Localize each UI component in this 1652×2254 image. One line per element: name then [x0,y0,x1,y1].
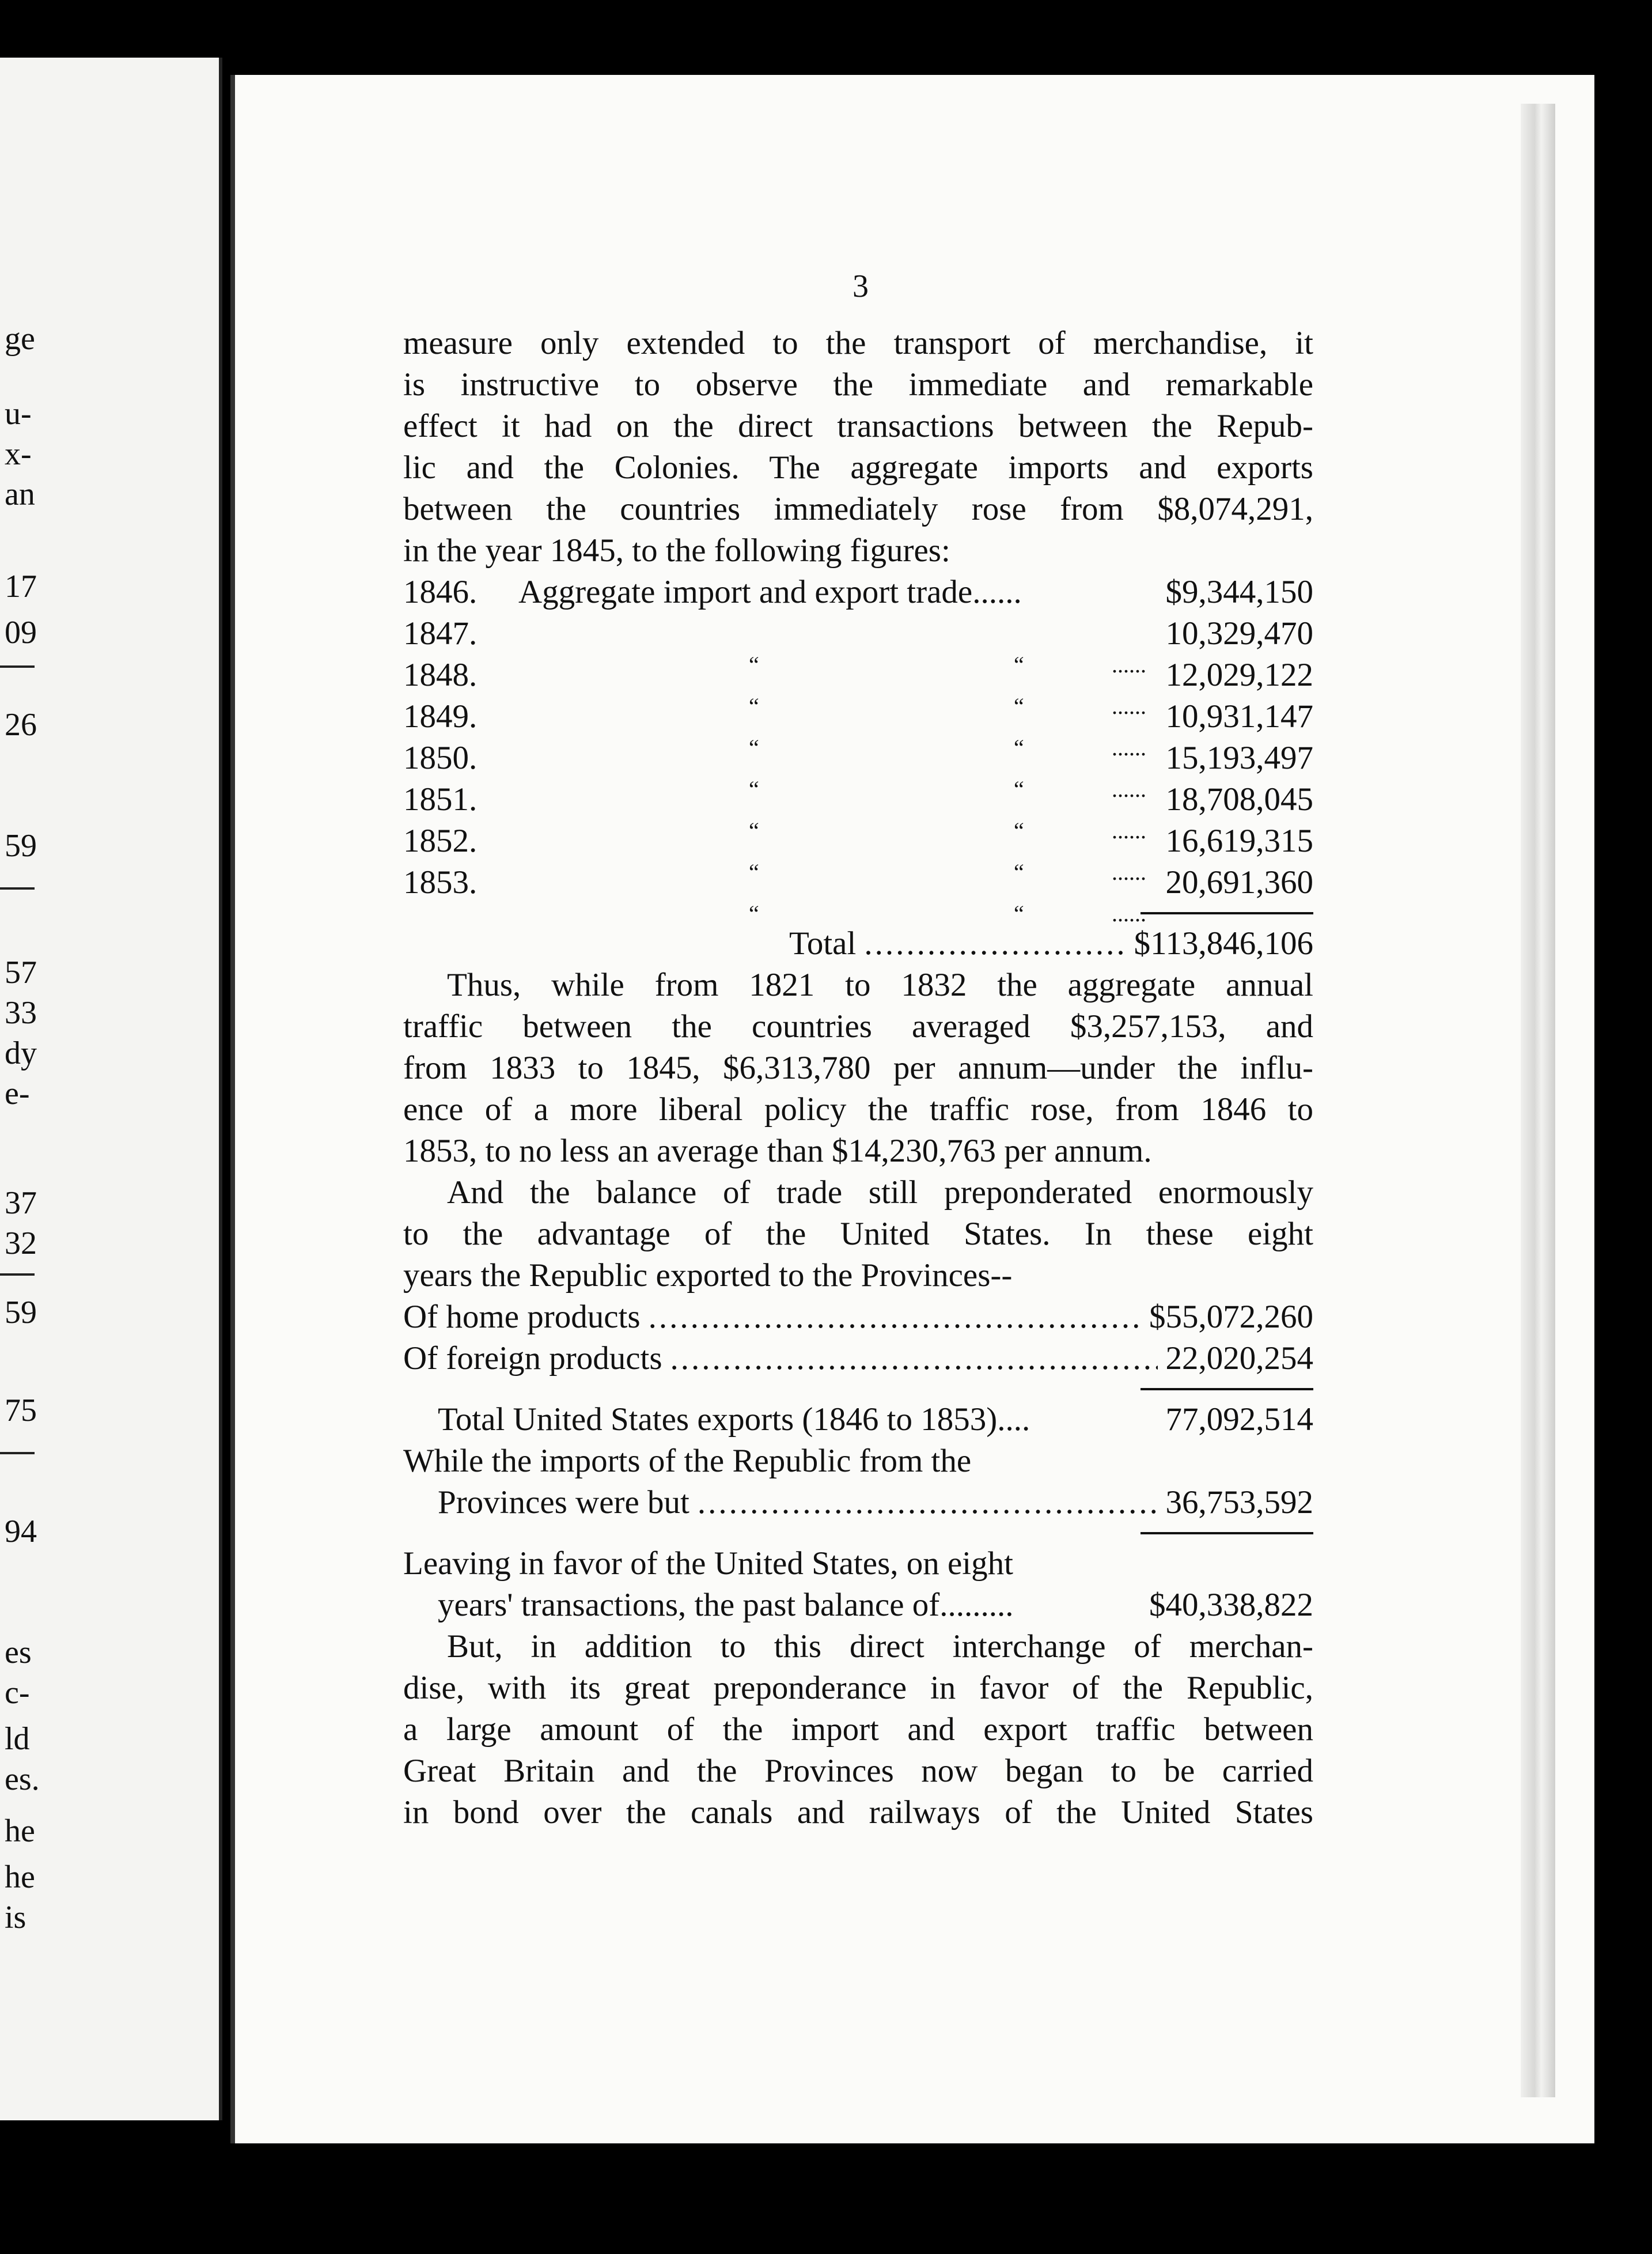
text-line: years the Republic exported to the Provinces-- [403,1257,1013,1294]
leader-dots [698,1482,1158,1523]
text-line: measure only extended to the transport of merchandise, it [403,325,1313,361]
trade-amount: 12,029,122 [1165,657,1313,693]
trade-amount: 15,193,497 [1165,740,1313,776]
ditto-mark: “ [749,693,759,719]
text-line: Thus, while from 1821 to 1832 the aggregate annual [447,967,1313,1003]
balance-amount: $40,338,822 [1149,1587,1313,1623]
margin-fragment: 37 [5,1185,37,1221]
year-label: 1848. [403,657,478,693]
bond-paragraph [403,1626,1313,1833]
leader-dots [649,1296,1141,1338]
text-line: Great Britain and the Provinces now began to be carried [403,1753,1313,1789]
margin-fragment: 17 [5,569,37,604]
imports-label: While the imports of the Republic from the [403,1443,972,1479]
ditto-mark: “ [749,652,759,678]
sum-rule [1141,1388,1313,1390]
table-row [403,862,1313,926]
year-label: 1846. [403,574,478,610]
balance-label: Leaving in favor of the United States, on eight [403,1545,1013,1582]
text-line: 1853, to no less an average than $14,230,763 per annum. [403,1133,1152,1169]
text-line: ence of a more liberal policy the traffic rose, from 1846 to [403,1091,1313,1128]
margin-fragment: 94 [5,1514,37,1549]
margin-fragment: he [5,1813,35,1849]
sum-rule [1141,1532,1313,1534]
margin-fragment: ld [5,1721,30,1757]
leader-dots: ...... [1112,859,1146,885]
trade-label: Aggregate import and export trade...... [518,574,1022,610]
imports-amount: 36,753,592 [1165,1484,1313,1521]
margin-fragment: c- [5,1675,30,1711]
trade-amount: $9,344,150 [1165,574,1313,610]
margin-fragment: is [5,1900,26,1935]
text-line: traffic between the countries averaged $3,257,153, and [403,1008,1313,1045]
margin-rule [0,665,35,668]
leader-dots [864,923,1126,965]
exports-total-label: Total United States exports (1846 to 1853).... [438,1401,1030,1438]
foreign-products-amount: 22,020,254 [1165,1340,1313,1376]
average-paragraph [403,965,1313,1172]
text-line: effect it had on the direct transactions between the Repub- [403,408,1313,444]
balance-label: years' transactions, the past balance of......... [438,1587,1014,1623]
ditto-mark: “ [749,901,759,926]
leader-dots: ...... [1112,693,1146,719]
year-label: 1850. [403,740,478,776]
page-text [403,323,1313,1833]
margin-fragment: es [5,1635,32,1670]
page-edge-stack [1521,104,1555,2097]
text-line: to the advantage of the United States. In these eight [403,1216,1313,1252]
page-number: 3 [852,268,869,304]
leader-dots: ...... [1112,652,1146,678]
ditto-mark: “ [1014,735,1024,761]
margin-fragment: he [5,1859,35,1895]
leader-dots: ...... [1112,818,1146,844]
imports-label: Provinces were but [438,1484,689,1521]
text-line: in bond over the canals and railways of the United States [403,1794,1313,1831]
exports-total-amount: 77,092,514 [1165,1401,1313,1438]
margin-fragment: dy [5,1035,37,1071]
ditto-mark: “ [1014,818,1024,844]
ditto-mark: “ [749,818,759,844]
margin-fragment: 75 [5,1393,37,1428]
total-label: Total [789,925,857,962]
sum-rule [1141,912,1313,914]
margin-fragment: an [5,476,35,512]
margin-rule [0,1452,35,1454]
text-line: But, in addition to this direct interchange of merchan- [447,1628,1313,1665]
facing-page-edge [0,58,222,2120]
total-row [403,923,1313,965]
text-line: between the countries immediately rose from $8,074,291, [403,491,1313,527]
margin-rule [0,887,35,890]
margin-fragment: 59 [5,828,37,864]
table-row [403,1482,1313,1523]
trade-amount: 10,329,470 [1165,615,1313,652]
margin-fragment: es. [5,1761,40,1797]
text-line: from 1833 to 1845, $6,313,780 per annum—under the influ- [403,1050,1313,1086]
home-products-label: Of home products [403,1299,641,1335]
intro-paragraph [403,323,1313,572]
table-row [403,1296,1313,1338]
year-label: 1849. [403,698,478,735]
ditto-mark: “ [1014,776,1024,802]
trade-amount: 16,619,315 [1165,823,1313,859]
table-row [403,1440,1313,1482]
foreign-products-label: Of foreign products [403,1340,662,1376]
exports-table [403,1296,1313,1626]
margin-fragment: e- [5,1076,30,1111]
margin-rule [0,1273,35,1276]
text-line: dise, with its great preponderance in favor of the Republic, [403,1670,1313,1706]
year-label: 1847. [403,615,478,652]
leader-dots: ...... [1112,901,1146,926]
table-row [403,1543,1313,1584]
total-amount: $113,846,106 [1134,925,1313,962]
table-row [403,1338,1313,1379]
ditto-mark: “ [749,776,759,802]
margin-fragment: x- [5,436,32,472]
text-line: is instructive to observe the immediate and remarkable [403,366,1313,403]
margin-fragment: 09 [5,615,37,651]
text-line: in the year 1845, to the following figures: [403,532,950,569]
margin-fragment: u- [5,396,32,432]
year-label: 1851. [403,781,478,818]
margin-fragment: 59 [5,1295,37,1330]
ditto-mark: “ [1014,859,1024,885]
trade-amount: 20,691,360 [1165,864,1313,901]
margin-fragment: 33 [5,995,37,1031]
table-row [403,1399,1313,1440]
ditto-mark: “ [1014,652,1024,678]
table-row [403,572,1313,613]
trade-amount: 18,708,045 [1165,781,1313,818]
trade-amount: 10,931,147 [1165,698,1313,735]
leader-dots: ...... [1112,735,1146,761]
balance-paragraph [403,1172,1313,1296]
ditto-mark: “ [1014,901,1024,926]
text-line: a large amount of the import and export traffic between [403,1711,1313,1748]
leader-dots [670,1338,1158,1379]
trade-table [403,572,1313,965]
margin-fragment: 26 [5,707,37,743]
year-label: 1853. [403,864,478,901]
leader-dots: ...... [1112,776,1146,802]
ditto-mark: “ [749,859,759,885]
year-label: 1852. [403,823,478,859]
text-line: And the balance of trade still preponderated enormously [447,1174,1313,1211]
table-row [403,1584,1313,1626]
home-products-amount: $55,072,260 [1149,1299,1313,1335]
margin-fragment: 57 [5,955,37,990]
ditto-mark: “ [749,735,759,761]
margin-fragment: ge [5,321,35,357]
margin-fragment: 32 [5,1226,37,1261]
ditto-mark: “ [1014,693,1024,719]
text-line: lic and the Colonies. The aggregate imports and exports [403,449,1313,486]
